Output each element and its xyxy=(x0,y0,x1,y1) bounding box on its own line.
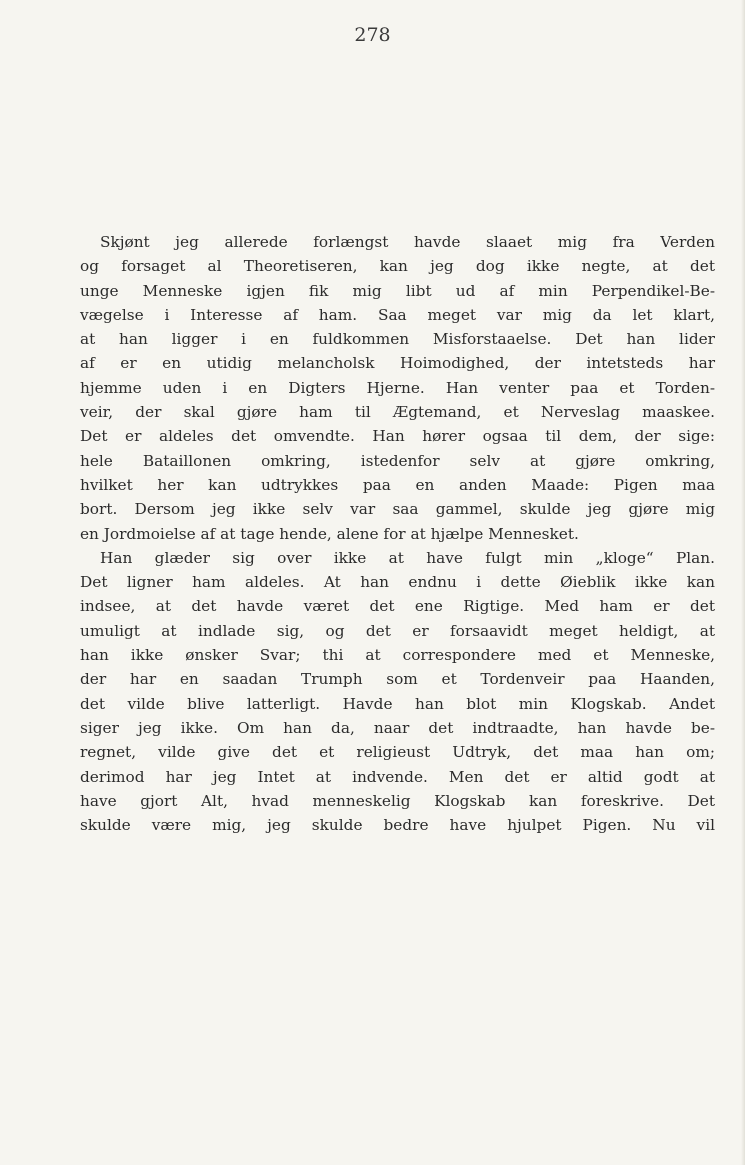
text-line: hele Bataillonen omkring, istedenfor selv at gjøre omkring, xyxy=(80,451,715,470)
body-text xyxy=(80,230,715,837)
text-line: unge Menneske igjen fik mig libt ud af min Perpendikel-Be- xyxy=(80,281,715,300)
text-line: det vilde blive latterligt. Havde han blot min Klogskab. Andet xyxy=(80,694,715,713)
text-line: bort. Dersom jeg ikke selv var saa gammel, skulde jeg gjøre mig xyxy=(80,500,715,519)
text-line: af er en utidig melancholsk Hoimodighed, der intetsteds har xyxy=(80,354,715,373)
text-line: siger jeg ikke. Om han da, naar det indtraadte, han havde be- xyxy=(80,718,715,737)
text-line: der har en saadan Trumph som et Tordenveir paa Haanden, xyxy=(80,670,715,689)
text-line: umuligt at indlade sig, og det er forsaavidt meget heldigt, at xyxy=(80,621,715,640)
text-line: Han glæder sig over ikke at have fulgt min „kloge“ Plan. xyxy=(100,548,715,567)
text-line: Det ligner ham aldeles. At han endnu i dette Øieblik ikke kan xyxy=(80,573,715,592)
text-line: vægelse i Interesse af ham. Saa meget var mig da let klart, xyxy=(80,305,715,324)
text-line: skulde være mig, jeg skulde bedre have hjulpet Pigen. Nu vil xyxy=(80,816,715,835)
text-line: og forsaget al Theoretiseren, kan jeg dog ikke negte, at det xyxy=(80,257,715,276)
page-number: 278 xyxy=(354,24,391,46)
text-line: regnet, vilde give det et religieust Udtryk, det maa han om; xyxy=(80,743,715,762)
text-line: hvilket her kan udtrykkes paa en anden Maade: Pigen maa xyxy=(80,475,715,494)
text-line: hjemme uden i en Digters Hjerne. Han venter paa et Torden- xyxy=(80,378,715,397)
page-edge-shadow xyxy=(741,0,745,1165)
text-line: Skjønt jeg allerede forlængst havde slaaet mig fra Verden xyxy=(100,233,715,251)
text-line: en Jordmoielse af at tage hende, alene for at hjælpe Mennesket. xyxy=(80,524,579,543)
text-line: derimod har jeg Intet at indvende. Men det er altid godt at xyxy=(80,767,715,786)
text-line: indsee, at det havde været det ene Rigtige. Med ham er det xyxy=(80,597,715,616)
text-line: han ikke ønsker Svar; thi at correspondere med et Menneske, xyxy=(80,646,715,665)
text-line: Det er aldeles det omvendte. Han hører ogsaa til dem, der sige: xyxy=(80,427,715,446)
text-line: at han ligger i en fuldkommen Misforstaaelse. Det han lider xyxy=(80,330,715,349)
text-line: veir, der skal gjøre ham til Ægtemand, et Nerveslag maaskee. xyxy=(80,403,715,422)
text-line: have gjort Alt, hvad menneskelig Klogskab kan foreskrive. Det xyxy=(80,791,715,810)
